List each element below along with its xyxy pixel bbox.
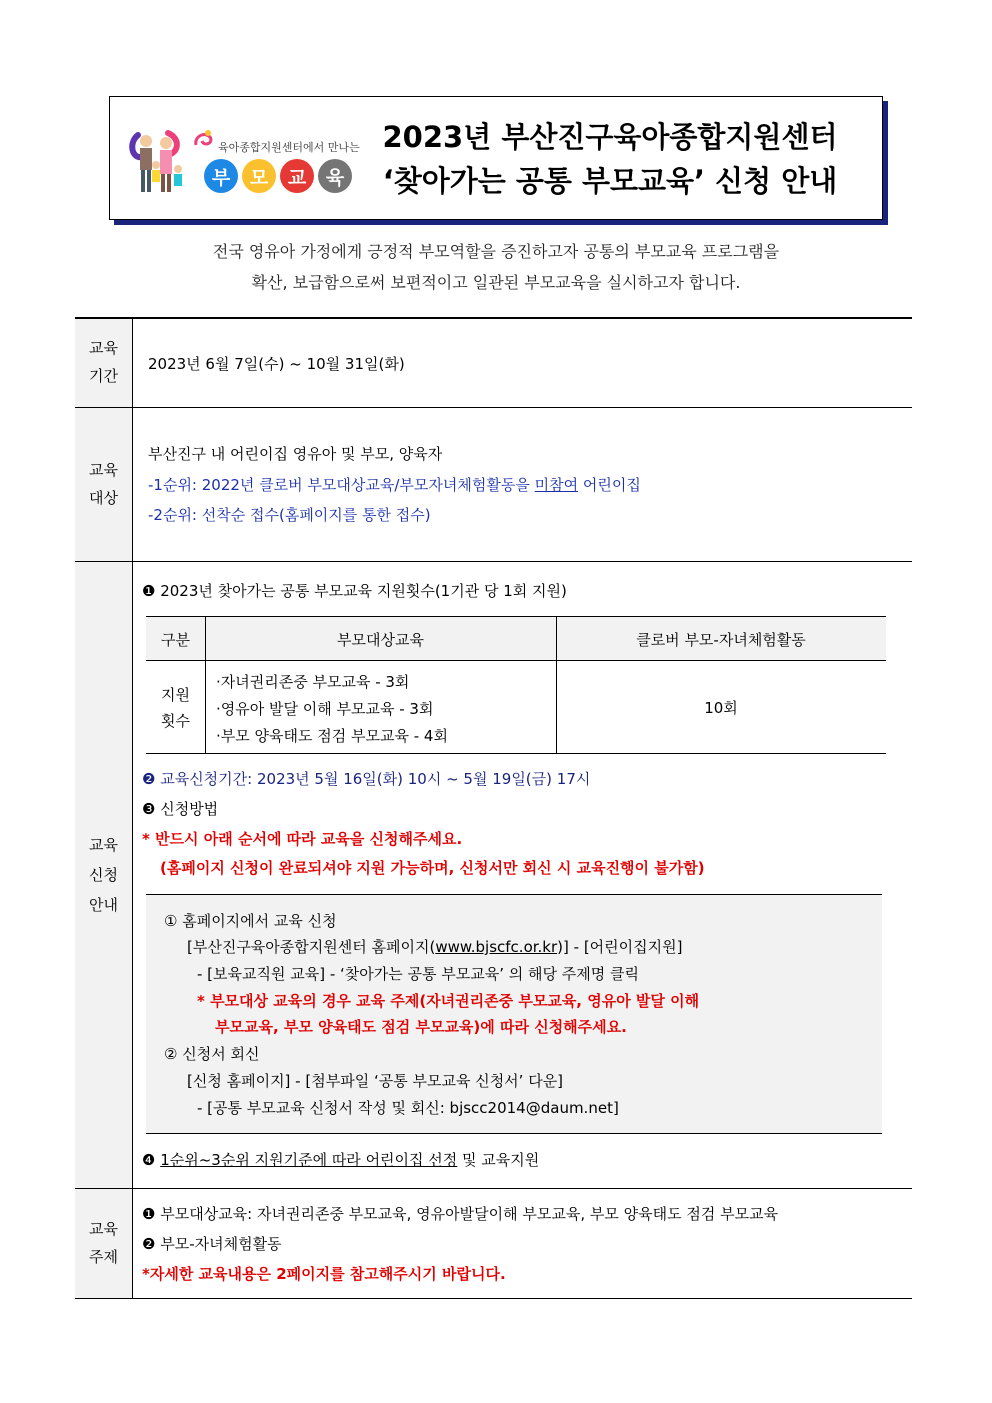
target-line-1: 부산진구 내 어린이집 영유아 및 부모, 양육자 <box>148 445 443 463</box>
step-1-note-2: 부모교육, 부모 양육태도 점검 부모교육)에 따라 신청해주세요. <box>215 1018 627 1036</box>
logo-char: 부 <box>204 159 238 193</box>
apply-warning-2: (홈페이지 신청이 완료되셔야 지원 가능하며, 신청서만 회신 시 교육진행이 불가함) <box>160 859 705 877</box>
step-2-path-b: [첨부파일 ‘공통 부모교육 신청서’ 다운] <box>305 1072 564 1090</box>
target-priority-1 <box>148 474 641 495</box>
table-item: ·영유아 발달 이해 부모교육 - 3회 <box>216 700 434 718</box>
step-1-path <box>187 936 682 957</box>
family-illustration-icon <box>126 125 201 197</box>
step-2-path-a: [신청 홈페이지] - <box>187 1072 306 1090</box>
target-priority-1-highlight: 미참여 <box>534 476 579 494</box>
header-box <box>109 96 883 220</box>
table-bottom-rule <box>75 1298 912 1299</box>
page-subtitle: ‘찾아가는 공통 부모교육’ 신청 안내 <box>382 164 838 198</box>
section-4-bullet: ❹ <box>142 1151 161 1169</box>
step-1-note-1: * 부모대상 교육의 경우 교육 주제(자녀권리존중 부모교육, 영유아 발달 이해 <box>197 992 700 1010</box>
intro-line-1: 전국 영유아 가정에게 긍정적 부모역할을 증진하고자 공통의 부모교육 프로그램을 <box>212 242 780 261</box>
target-priority-1-a: -1순위: 2022년 클로버 부모대상교육/부모자녀체험활동을 <box>148 476 535 494</box>
table-items <box>216 669 448 750</box>
table-top-rule <box>75 317 912 319</box>
row-divider <box>75 1188 912 1189</box>
section-4-criteria: 1순위~3순위 지원기준에 따라 어린이집 선정 <box>160 1151 458 1169</box>
table-row-label <box>146 682 205 734</box>
target-label <box>75 456 132 512</box>
apply-label <box>75 830 132 920</box>
target-priority-2: -2순위: 선착순 접수(홈페이지를 통한 접수) <box>148 506 431 524</box>
table-item: ·자녀권리존중 부모교육 - 3회 <box>216 673 410 691</box>
topic-line-2: ❷ 부모-자녀체험활동 <box>142 1235 282 1253</box>
swirl-icon <box>192 129 214 151</box>
step-2-title: ② 신청서 회신 <box>164 1045 260 1063</box>
table-header-parent-edu: 부모대상교육 <box>337 631 424 649</box>
table-header-category: 구분 <box>161 631 190 649</box>
apply-section-2: ❷ 교육신청기간: 2023년 5월 16일(화) 10시 ~ 5월 19일(금) 17시 <box>142 770 591 788</box>
topic-note: *자세한 교육내용은 2페이지를 참고해주시기 바랍니다. <box>142 1265 506 1283</box>
logo-char: 교 <box>280 159 314 193</box>
topic-line-1: ❶ 부모대상교육: 자녀권리존중 부모교육, 영유아발달이해 부모교육, 부모 양육태도 점검 부모교육 <box>142 1205 779 1223</box>
step-1-path-b: )] - [어린이집지원] <box>557 938 683 956</box>
step-1-title: ① 홈페이지에서 교육 신청 <box>164 912 337 930</box>
logo <box>126 125 360 197</box>
intro-line-2: 확산, 보급함으로써 보편적이고 일관된 부모교육을 실시하고자 합니다. <box>251 273 741 292</box>
apply-label-1: 교육 <box>89 836 118 854</box>
support-count-table <box>146 616 886 754</box>
logo-char: 육 <box>318 159 352 193</box>
table-clover-count: 10회 <box>704 699 738 717</box>
period-label <box>75 334 132 390</box>
target-label-2: 대상 <box>89 489 118 507</box>
topic-label-2: 주제 <box>89 1248 118 1266</box>
apply-warning-1: * 반드시 아래 순서에 따라 교육을 신청해주세요. <box>142 830 463 848</box>
apply-section-4 <box>142 1149 539 1170</box>
table-item: ·부모 양육태도 점검 부모교육 - 4회 <box>216 727 448 745</box>
step-2-detail: - [공통 부모교육 신청서 작성 및 회신: bjscc2014@daum.net] <box>197 1099 619 1117</box>
table-header-clover: 클로버 부모-자녀체험활동 <box>636 631 806 649</box>
target-label-1: 교육 <box>89 461 118 479</box>
apply-label-3: 안내 <box>89 896 118 914</box>
page-title: 2023년 부산진구육아종합지원센터 <box>382 120 838 154</box>
row-divider <box>75 561 912 562</box>
table-row-label-2: 횟수 <box>161 712 190 730</box>
apply-label-2: 신청 <box>89 866 118 884</box>
logo-circles <box>204 159 352 193</box>
period-label-1: 교육 <box>89 339 118 357</box>
period-label-2: 기간 <box>89 367 118 385</box>
step-2-path <box>187 1070 563 1091</box>
topic-label-1: 교육 <box>89 1220 118 1238</box>
step-1-path-a: [부산진구육아종합지원센터 홈페이지( <box>187 938 436 956</box>
step-1-detail: - [보육교직원 교육] - ‘찾아가는 공통 부모교육’ 의 해당 주제명 클릭 <box>197 965 639 983</box>
table-row-label-1: 지원 <box>161 686 190 704</box>
section-4-tail: 및 교육지원 <box>457 1151 540 1169</box>
logo-caption: 육아종합지원센터에서 만나는 <box>218 141 360 154</box>
logo-char: 모 <box>242 159 276 193</box>
target-priority-1-c: 어린이집 <box>578 476 641 494</box>
apply-section-3: ❸ 신청방법 <box>142 800 219 818</box>
period-value: 2023년 6월 7일(수) ~ 10월 31일(화) <box>148 355 405 373</box>
topic-label <box>75 1215 132 1271</box>
apply-section-1: ❶ 2023년 찾아가는 공통 부모교육 지원횟수(1기관 당 1회 지원) <box>142 582 567 600</box>
row-divider <box>75 407 912 408</box>
homepage-link[interactable]: www.bjscfc.or.kr <box>435 938 558 956</box>
